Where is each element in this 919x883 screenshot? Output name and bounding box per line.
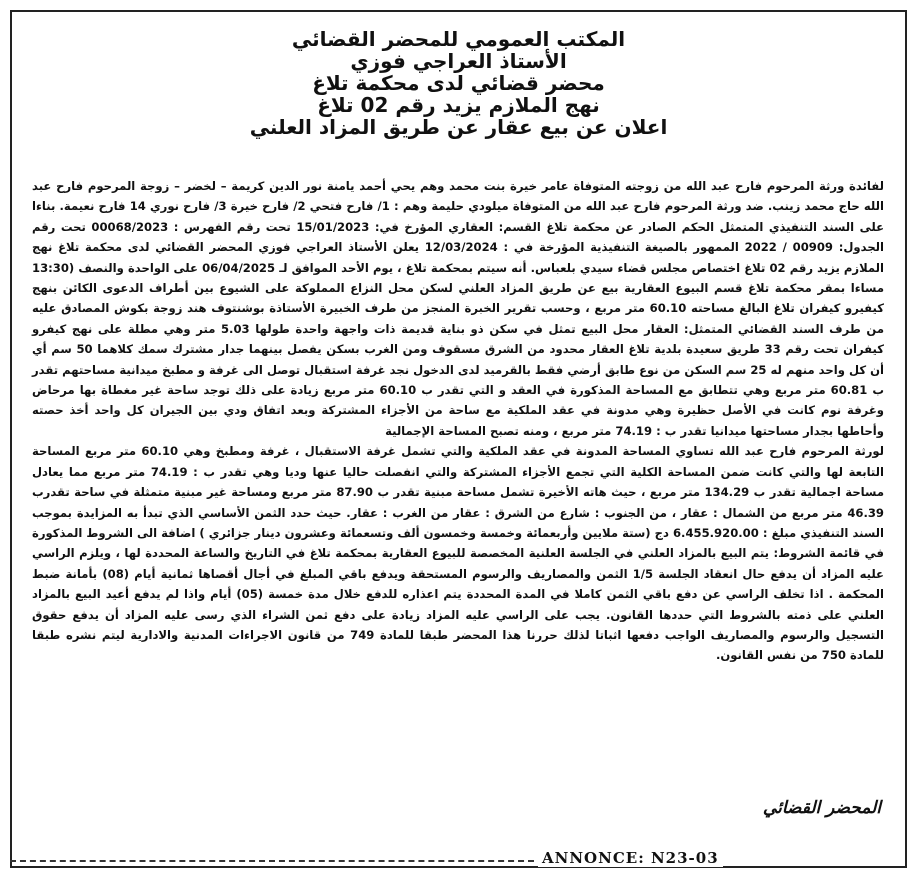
annonce-number: ANNONCE: N23-03: [538, 849, 723, 867]
office-title: المكتب العمومي للمحضر القضائي: [291, 27, 626, 51]
bailiff-role: محضر قضائي لدى محكمة تلاغ: [312, 71, 605, 95]
signature: المحضر القضائي: [762, 798, 881, 818]
announcement-content: [18, 28, 899, 854]
announcement-header: [18, 28, 899, 138]
body-paragraph-2: لورثة المرحوم فارح عبد الله تساوي المساحة المدونة في عقد الملكية والتي تشمل غرفة الاستقبال ، غرفة ومطبخ وهي 60.10 متر مربع المساحة التابعة لها والتي كانت ضمن المساحة الكلية التي تجمع الأجزاء المشتركة والتي انفصلت حاليا عنها وديا وهي تقدر ب : 74.19 متر مربع مما يعادل مساحة اجمالية تقدر ب 134.29 متر مربع ، حيث هاته الأخيرة تشمل مساحة مبنية تقدر ب 87.90 متر مربع ومساحة غير مبنية متمثلة في ساحة تقدرب 46.39 متر مربع من الشمال : عقار ، من الجنوب : شارع من الشرق : عقار من الغرب : عقار. حيث حدد الثمن الأساسي الذي تبدأ به المزايدة بموجب السند التنفيذي مبلغ : 6.455.920.00 دج (ستة ملايين وأربعمائة وخمسة وخمسون ألف وتسعمائة وعشرون دينار جزائري ) اضافة الى الشروط المذكورة في قائمة الشروط: يتم البيع بالمزاد العلني في الجلسة العلنية المخصصة للبيوع العقارية بمحكمة تلاغ في التاريخ والساعة المحددة لها ، ويلزم الراسي عليه المزاد أن يدفع حال انعقاد الجلسة 1/5 الثمن والمصاريف والرسوم المستحقة ويدفع باقي المبلغ في أجال أقصاها ثمانية أيام (08) بأمانة ضبط المحكمة . اذا تخلف الراسي عن دفع باقي الثمن كاملا في المدة المحددة يتم اعذاره للدفع خلال مدة خمسة (05) أيام واذا لم يدفع أعيد البيع بالمزاد العلني على ذمته بالشروط التي حددها القانون. يجب على الراسي عليه المزاد زيادة على دفع ثمن الشراء الذي رسى عليه المزاد أن يدفع حقوق التسجيل والرسوم والمصاريف الواجب دفعها اثباتا لذلك حررنا هذا المحضر طبقا للمادة 749 من قانون الاجراءات المدنية والادارية ليتم نشره طبقا للمادة 750 من نفس القانون.: [32, 444, 885, 663]
announcement-title: اعلان عن بيع عقار عن طريق المزاد العلني: [249, 115, 668, 139]
office-address: نهج الملازم يزيد رقم 02 تلاغ: [317, 93, 600, 117]
bailiff-name: الأستاذ العراجي فوزي: [350, 49, 567, 73]
body-paragraph-1: لفائدة ورثة المرحوم فارح عبد الله من زوجته المتوفاة عامر خيرة بنت محمد وهم يحي أحمد يامنة نور الدين كريمة – لخضر – زوجة المرحوم فارح عبد الله حاج محمد زينب. ضد ورثة المرحوم فارح عبد الله من المتوفاة ميلودي حليمة وهم : 1/ فارح فتحي 2/ فارح خيرة 3/ فارح نوري 14 فارح نعيمة. بناءا على السند التنفيذي المتمثل الحكم الصادر عن محكمة تلاغ القسم: العقاري المؤرخ في: 15/01/2023 تحت رقم الفهرس : 00068/2023 تحت رقم الجدول: 00909 / 2022 الممهور بالصيغة التنفيذية المؤرخة في : 12/03/2024 يعلن الأستاذ العراجي فوزي المحضر القضائي لدى محكمة تلاغ نهج الملازم يزيد رقم 02 تلاغ اختصاص مجلس قضاء سيدي بلعباس. أنه سيتم بمحكمة تلاغ ، يوم الأحد الموافق لـ 06/04/2025 على الواحدة والنصف (13:30 مساءا بمقر محكمة تلاغ قسم البيوع العقارية بيع عن طريق المزاد العلني لسكن محل النزاع المملوكة على الشيوع بين أطراف الدعوى الكائن بنهج كيفيرو كيفران تلاغ البالغ مساحته 60.10 متر مربع ، وحسب تقرير الخبرة المنجز من طرف الخبيرة الأستاذة بوشنتوف هند زوجة بكوش المصادق عليه من طرف السند القضائي المتمثل: العقار محل البيع تمثل في سكن ذو بناية قديمة ذات واجهة واحدة طولها 5.03 متر وهي مطلة على نهج كيفرو كيفران تحت رقم 33 طريق سعيدة بلدية تلاغ العقار محدود من الشرق مسقوف ومن الغرب بسكن يفصل بينهما جدار مشترك سمك كلاهما 50 سم أي أن كل واحد منهم له 25 سم السكن من نوع طابق أرضي فقط بالقرميد لدى الدخول نجد غرفة استقبال توصل الى غرفة و مطبخ ميدانية مساحتهم تقدر ب 60.81 متر مربع وهي تتطابق مع المساحة المذكورة في العقد و التي تقدر ب 60.10 متر مربع زيادة على ذلك توجد ساحة غير مغطاة بها مرحاض وغرفة نوم كانت في الأصل حظيرة وهي مدونة في عقد الملكية مع ساحة من الأجزاء المشتركة وبعد اتفاق ودي بين الجيران كل واحد أخذ حصته وأحاطها بجدار مساحتها ميدانيا تقدر ب : 74.19 متر مربع ، ومنه تصبح المساحة الإجمالية: [32, 179, 885, 438]
announcement-body: [32, 176, 884, 666]
annonce-footer: [10, 851, 907, 871]
footer-divider: [10, 860, 534, 862]
